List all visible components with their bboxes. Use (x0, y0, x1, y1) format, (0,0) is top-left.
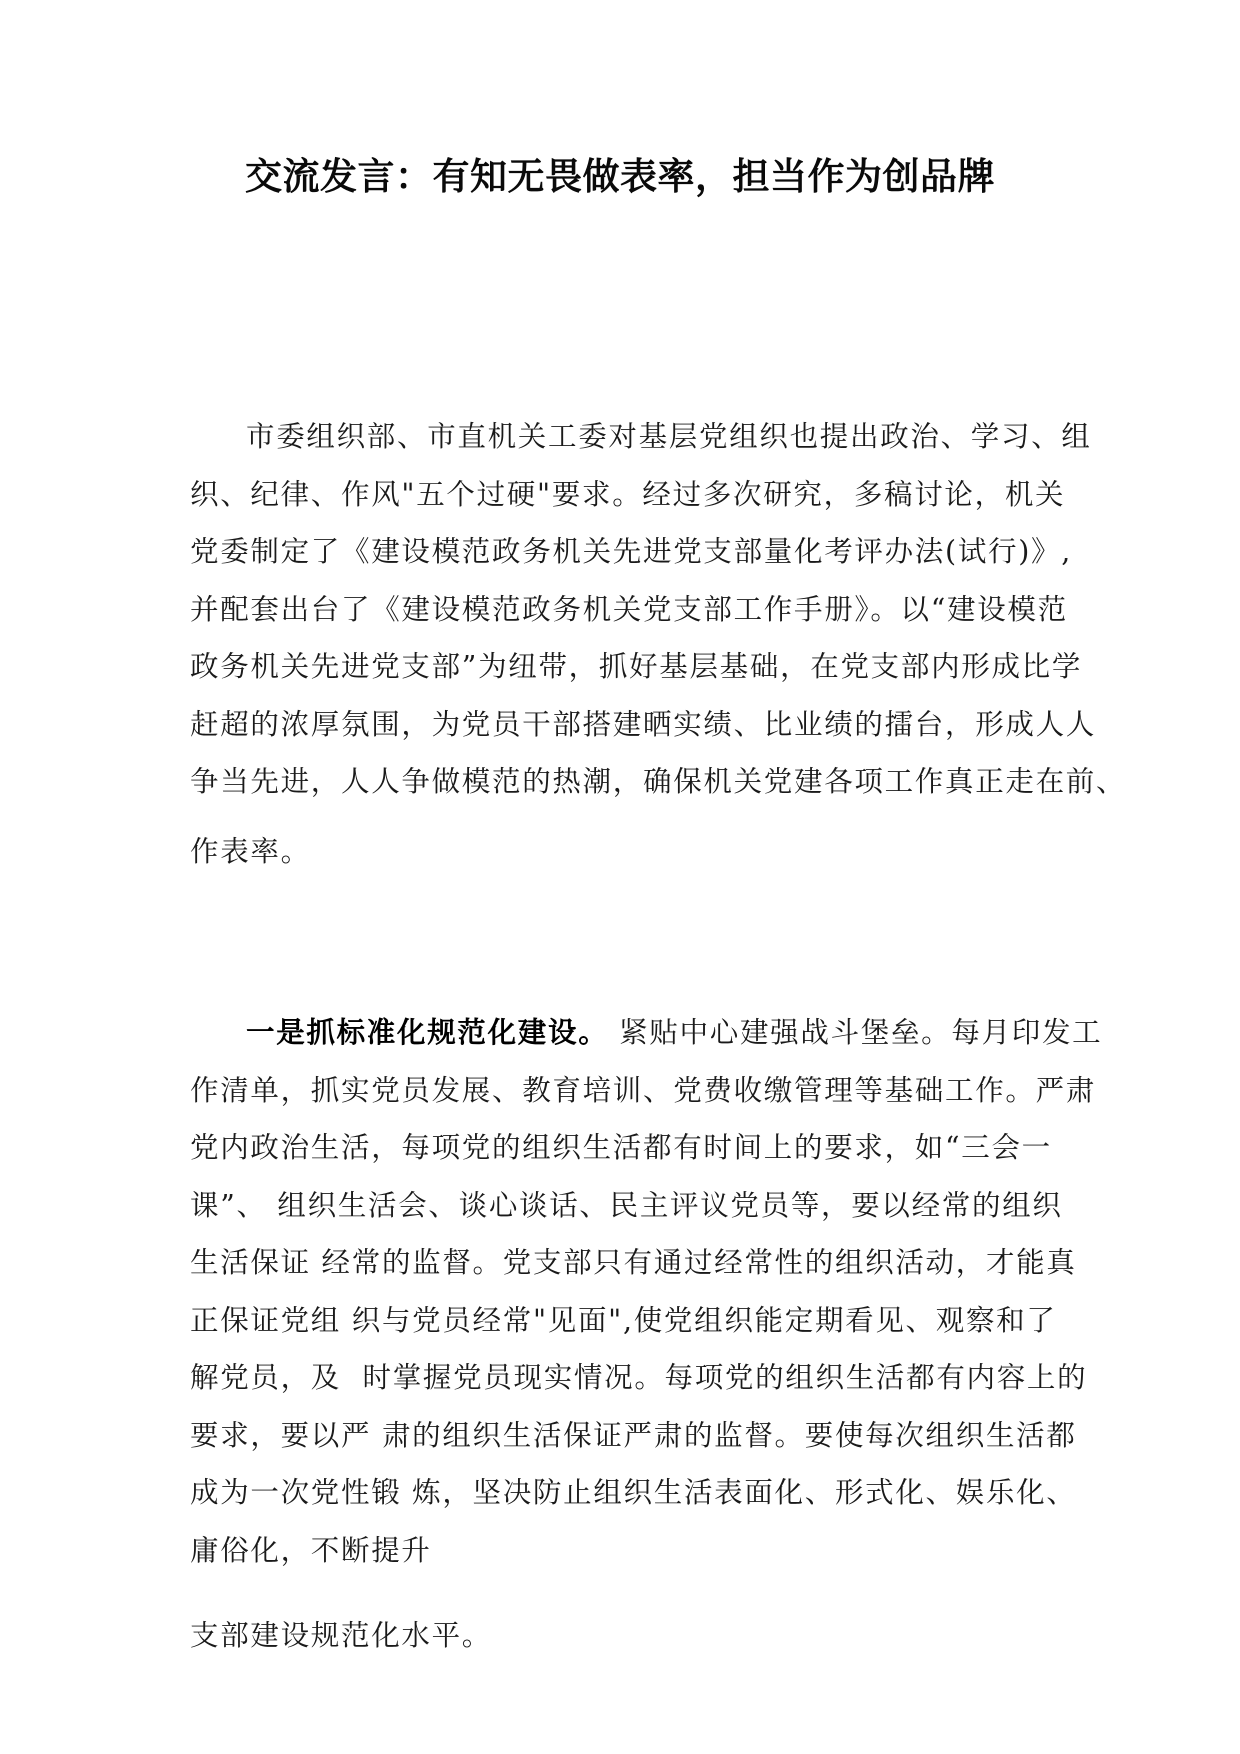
text-line: 织、纪律、作风"五个过硬"要求。经过多次研究，多稿讨论，机关 (190, 477, 1066, 511)
document-title: 交流发言：有知无畏做表率，担当作为创品牌 (245, 155, 995, 198)
text-line: 成为一次党性锻 炼，坚决防止组织生活表面化、形式化、娱乐化、 (190, 1476, 1077, 1509)
text-line: 解党员，及 时掌握党员现实情况。每项党的组织生活都有内容上的 (190, 1361, 1088, 1394)
text-line: 党内政治生活，每项党的组织生活都有时间上的要求，如“三会一 (190, 1131, 1052, 1164)
text-line: 支部建设规范化水平。 (190, 1619, 493, 1652)
text-line: 庸俗化，不断提升 (190, 1533, 432, 1567)
text-line: 作清单，抓实党员发展、教育培训、党费收缴管理等基础工作。严肃 (190, 1073, 1097, 1107)
text-line: 生活保证 经常的监督。党支部只有通过经常性的组织活动，才能真 (190, 1246, 1077, 1279)
text-line: 争当先进，人人争做模范的热潮，确保机关党建各项工作真正走在前、 (190, 765, 1127, 798)
text-line: 政务机关先进党支部”为纽带，抓好基层基础，在党支部内形成比学 (190, 650, 1083, 683)
text-line: 正保证党组 织与党员经常"见面",使党组织能定期看见、观察和了 (190, 1303, 1057, 1337)
text-line: 作表率。 (190, 834, 311, 868)
text-line-rest: 紧贴中心建强战斗堡垒。每月印发工 (608, 1016, 1103, 1049)
text-line (190, 1004, 1103, 1062)
text-line: 市委组织部、市直机关工委对基层党组织也提出政治、学习、组 (246, 420, 1092, 453)
text-line: 并配套出台了《建设模范政务机关党支部工作手册》。以“建设模范 (190, 592, 1068, 626)
text-line: 赶超的浓厚氛围，为党员干部搭建晒实绩、比业绩的擂台，形成人人 (190, 707, 1097, 741)
paragraph-intro (190, 408, 1127, 880)
text-line: 党委制定了《建设模范政务机关先进党支部量化考评办法(试行)》, (190, 535, 1072, 568)
section-heading: 一是抓标准化规范化建设。 (246, 1016, 609, 1049)
text-line: 要求，要以严 肃的组织生活保证严肃的监督。要使每次组织生活都 (190, 1418, 1077, 1452)
text-line: 课”、 组织生活会、谈心谈话、民主评议党员等，要以经常的组织 (190, 1188, 1063, 1222)
paragraph-standardization (190, 1004, 1103, 1665)
